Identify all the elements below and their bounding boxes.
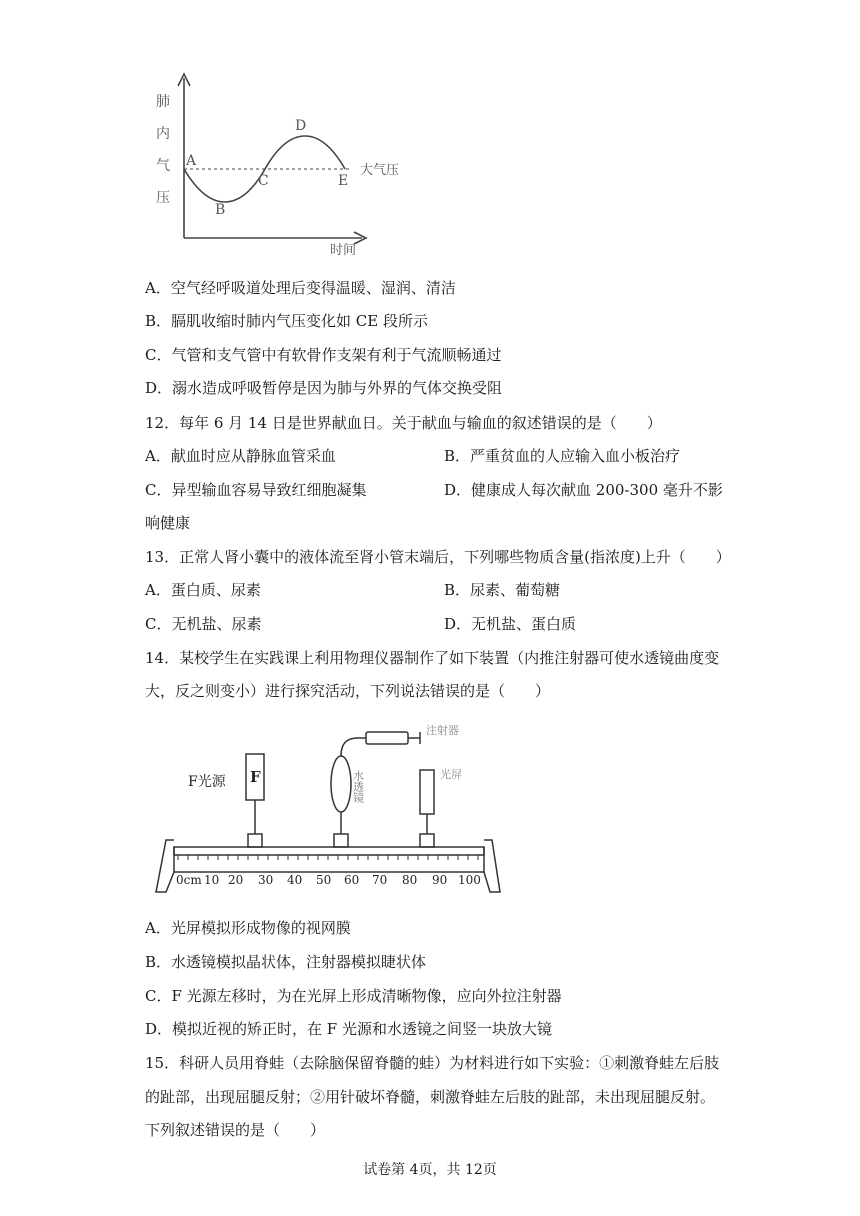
lung-pressure-figure — [140, 68, 440, 258]
ruler-label-70: 70 — [372, 873, 388, 887]
q14-option-a: A．光屏模拟形成物像的视网膜 — [145, 919, 351, 937]
light-source-label: F光源 — [188, 774, 226, 790]
syringe-label: 注射器 — [426, 724, 459, 737]
light-source-letter: F — [250, 768, 261, 786]
q13-option-b: B．尿素、葡萄糖 — [444, 581, 561, 599]
y-axis-label-2: 内 — [156, 126, 170, 142]
y-axis-label-3: 气 — [156, 158, 170, 174]
q11-option-d: D．溺水造成呼吸暂停是因为肺与外界的气体交换受阻 — [145, 379, 503, 397]
q15-line1: 15．科研人员用脊蛙（去除脑保留脊髓的蛙）为材料进行如下实验：①刺激脊蛙左后肢 — [145, 1054, 720, 1072]
q12-stem: 12．每年 6 月 14 日是世界献血日。关于献血与输血的叙述错误的是（ ） — [145, 414, 662, 432]
point-d: D — [295, 118, 307, 134]
baseline-label: 大气压 — [360, 163, 400, 178]
ruler-label-0: 0cm — [176, 873, 202, 887]
y-axis-label-4: 压 — [156, 190, 170, 206]
ruler-label-90: 90 — [432, 873, 448, 887]
q13-option-a: A．蛋白质、尿素 — [145, 581, 261, 599]
q12-option-c: C．异型输血容易导致红细胞凝集 — [145, 481, 367, 499]
q12-option-b: B．严重贫血的人应输入血小板治疗 — [444, 447, 681, 465]
q15-line2: 的趾部，出现屈腿反射；②用针破坏脊髓，刺激脊蛙左后肢的趾部，未出现屈腿反射。 — [145, 1088, 716, 1106]
q11-option-b: B．膈肌收缩时肺内气压变化如 CE 段所示 — [145, 312, 428, 330]
q14-option-b: B．水透镜模拟晶状体，注射器模拟睫状体 — [145, 953, 427, 971]
q13-option-d: D．无机盐、蛋白质 — [444, 615, 577, 633]
ruler-label-30: 30 — [258, 873, 274, 887]
point-c: C — [258, 173, 269, 189]
point-b: B — [215, 202, 226, 218]
point-a: A — [186, 153, 197, 169]
ruler-label-80: 80 — [402, 873, 418, 887]
ruler-label-100: 100 — [458, 873, 481, 887]
page-footer: 试卷第 4页，共 12页 — [363, 1162, 497, 1178]
ruler-label-60: 60 — [344, 873, 360, 887]
ruler-label-40: 40 — [287, 873, 303, 887]
lens-label: 水透镜 — [351, 770, 365, 803]
q13-stem: 13．正常人肾小囊中的液体流至肾小管末端后，下列哪些物质含量(指浓度)上升（ ） — [145, 548, 731, 566]
ruler-label-10: 10 — [204, 873, 220, 887]
point-e: E — [338, 173, 349, 189]
q11-option-c: C．气管和支气管中有软骨作支架有利于气流顺畅通过 — [145, 346, 502, 364]
q11-option-a: A．空气经呼吸道处理后变得温暖、湿润、清洁 — [145, 279, 456, 297]
y-axis-label-1: 肺 — [156, 94, 170, 110]
q15-line3: 下列叙述错误的是（ ） — [145, 1121, 326, 1139]
q12-option-a: A．献血时应从静脉血管采血 — [145, 447, 336, 465]
q14-stem-line1: 14．某校学生在实践课上利用物理仪器制作了如下装置（内推注射器可使水透镜曲度变 — [145, 649, 720, 667]
q13-option-c: C．无机盐、尿素 — [145, 615, 262, 633]
q12-option-d: D．健康成人每次献血 200-300 毫升不影 — [444, 481, 723, 499]
ruler-label-50: 50 — [316, 873, 332, 887]
x-axis-label: 时间 — [330, 243, 357, 258]
screen-label: 光屏 — [440, 768, 462, 781]
ruler-label-20: 20 — [228, 873, 244, 887]
q12-option-d-cont: 响健康 — [145, 514, 191, 532]
optical-bench-figure — [148, 722, 508, 900]
q14-stem-line2: 大，反之则变小）进行探究活动，下列说法错误的是（ ） — [145, 682, 551, 700]
q14-option-c: C．F 光源左移时，为在光屏上形成清晰物像，应向外拉注射器 — [145, 987, 562, 1005]
q14-option-d: D．模拟近视的矫正时，在 F 光源和水透镜之间竖一块放大镜 — [145, 1020, 552, 1038]
